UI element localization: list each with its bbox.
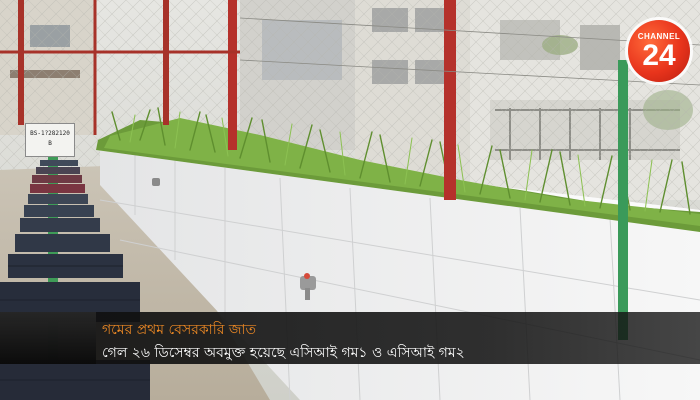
water-tap bbox=[152, 178, 160, 186]
green-pole bbox=[618, 60, 628, 340]
lower-third-subtitle: গেল ২৬ ডিসেম্বর অবমুক্ত হয়েছে এসিআই গম১ ও এসিআই গম২ bbox=[102, 345, 465, 361]
plant-label-suffix: B bbox=[48, 140, 52, 147]
lower-third-accent bbox=[0, 312, 96, 364]
channel-24-logo bbox=[628, 20, 690, 82]
plant-label-sign bbox=[25, 123, 75, 157]
plant-label-code: BS-1?282120 bbox=[30, 130, 70, 137]
channel-logo-text: CHANNEL bbox=[637, 32, 681, 41]
lower-third-title: গমের প্রথম বেসরকারি জাত bbox=[102, 322, 256, 338]
news-lower-third bbox=[0, 312, 700, 364]
channel-logo-number: 24 bbox=[642, 39, 676, 72]
